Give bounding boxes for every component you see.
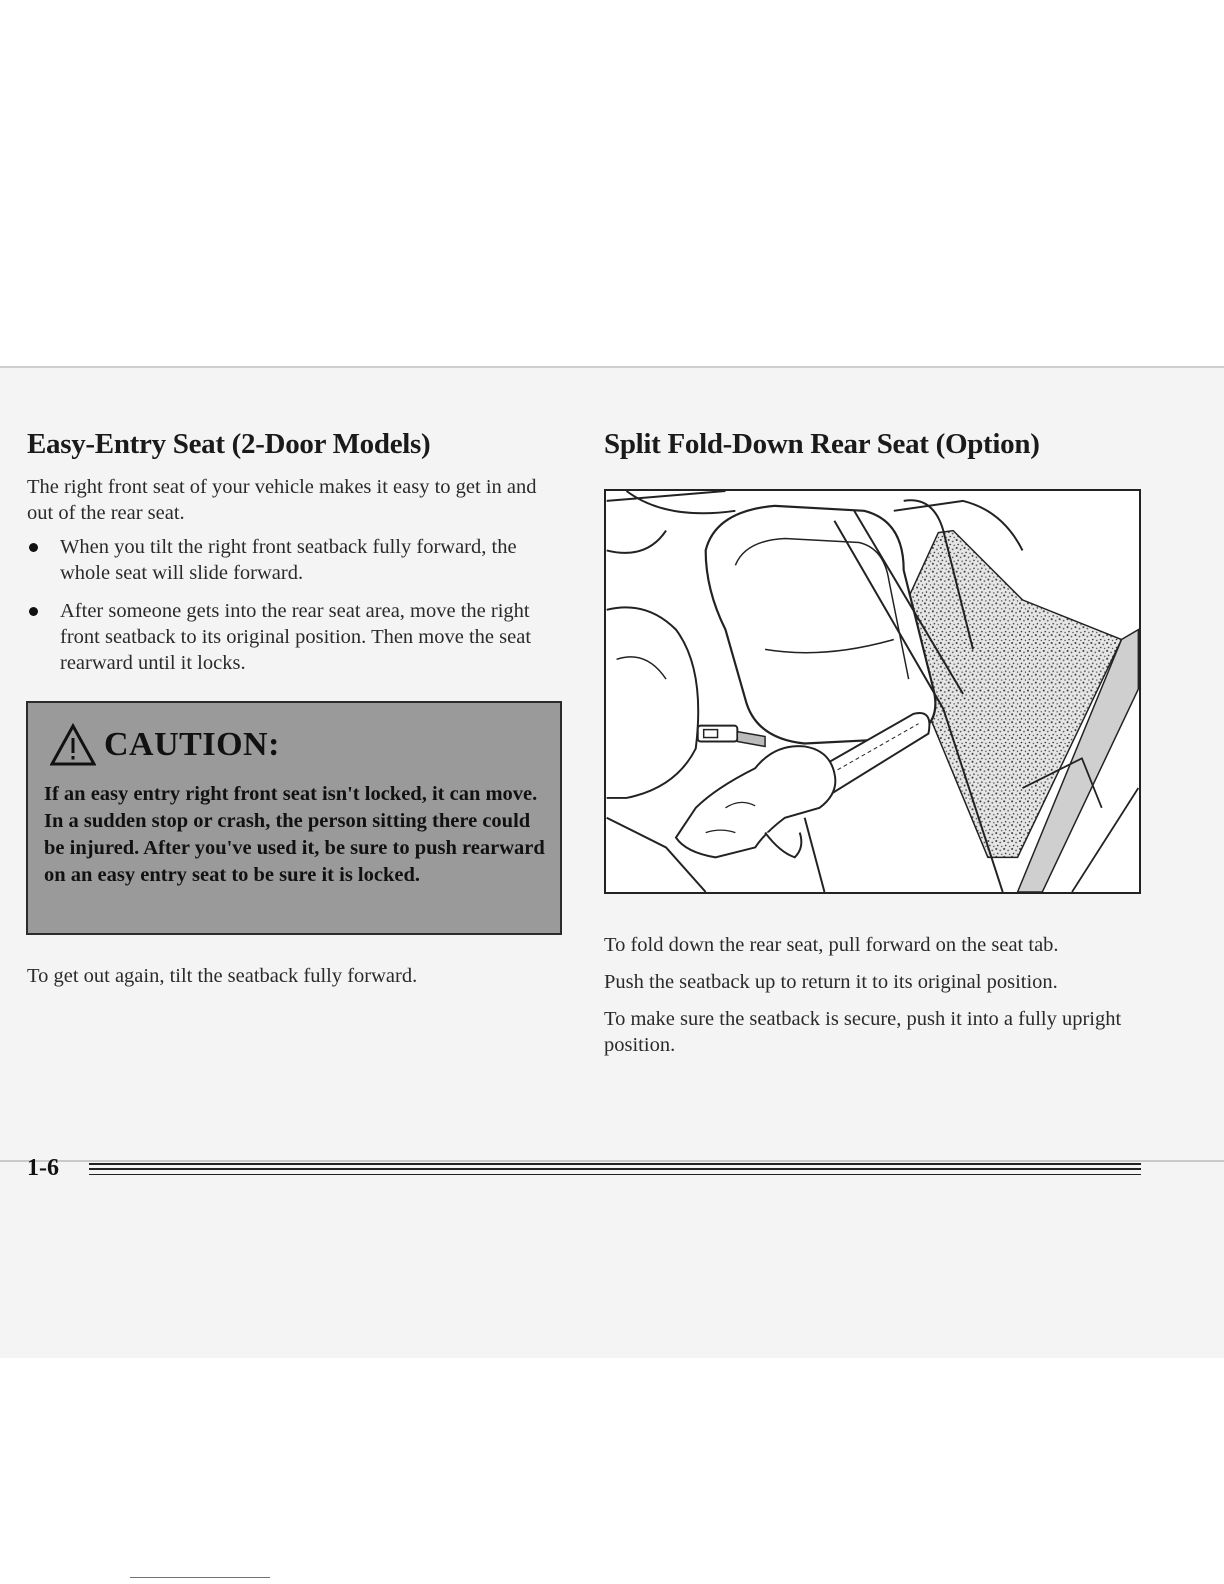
warning-triangle-icon <box>50 723 96 767</box>
caution-header <box>50 723 280 767</box>
bullet-text: After someone gets into the rear seat area, move the right front seatback to its original position. Then move the seat rearward until it locks. <box>60 600 532 674</box>
easy-entry-bullet-list <box>27 534 557 688</box>
band-bottom-line <box>0 1160 1224 1162</box>
split-fold-heading: Split Fold-Down Rear Seat (Option) <box>604 428 1040 460</box>
bullet-icon <box>29 607 38 616</box>
easy-entry-intro: The right front seat of your vehicle makes it easy to get in and out of the rear seat. <box>27 476 537 524</box>
bullet-item <box>27 598 557 676</box>
easy-entry-heading: Easy-Entry Seat (2-Door Models) <box>27 428 431 460</box>
caution-box <box>26 701 562 935</box>
seat-tab-drawing <box>606 491 1139 892</box>
footer-rule <box>89 1174 1141 1175</box>
caution-text: If an easy entry right front seat isn't locked, it can move. In a sudden stop or crash, the person sitting there could be injured. After you've used it, be sure to push rearward on an easy entry seat to be sure it is locked. <box>44 783 545 886</box>
split-fold-paragraph: Push the seatback up to return it to its original position. <box>604 971 1058 993</box>
split-fold-paragraph: To make sure the seatback is secure, push it into a fully upright position. <box>604 1008 1122 1056</box>
caution-title: CAUTION: <box>104 726 280 763</box>
easy-entry-closing: To get out again, tilt the seatback fully forward. <box>27 965 418 987</box>
bullet-item <box>27 534 557 586</box>
page-number: 1-6 <box>27 1155 59 1181</box>
rear-seat-illustration <box>604 489 1141 894</box>
bullet-icon <box>29 543 38 552</box>
footer-rule <box>89 1163 1141 1165</box>
footer-rule <box>89 1168 1141 1170</box>
link-underline[interactable] <box>130 1577 270 1578</box>
bullet-text: When you tilt the right front seatback fully forward, the whole seat will slide forward. <box>60 536 517 584</box>
split-fold-paragraph: To fold down the rear seat, pull forward on the seat tab. <box>604 934 1059 956</box>
